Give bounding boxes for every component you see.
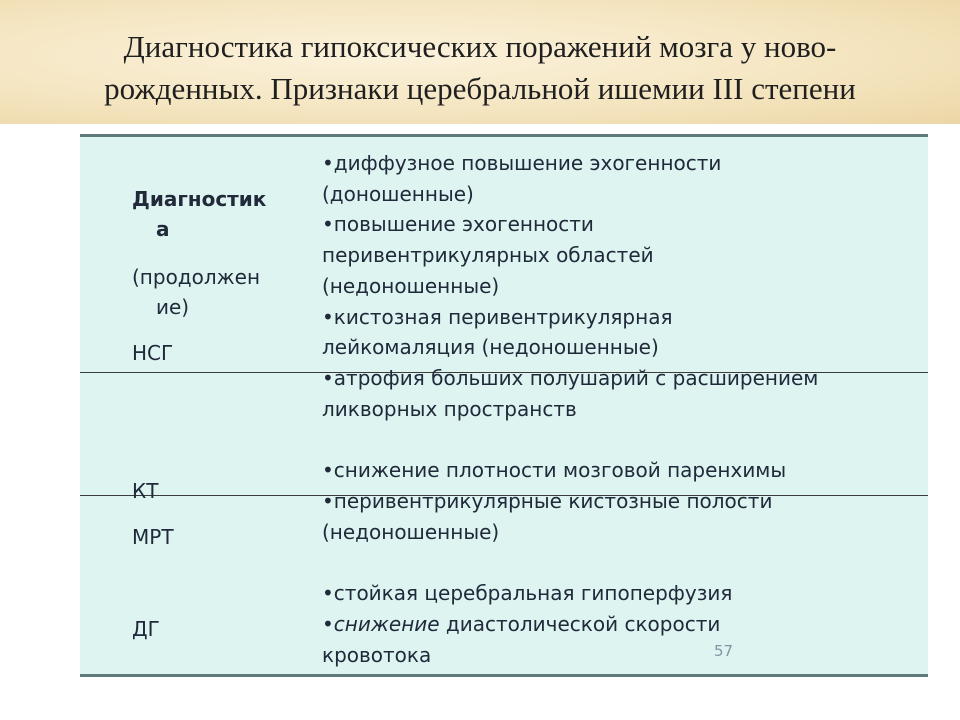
finding-line: •снижение плотности мозговой паренхимы	[322, 458, 787, 483]
label-mrt: МРТ	[132, 525, 174, 549]
slide-title	[0, 26, 960, 110]
spacer	[322, 424, 922, 455]
spacer	[322, 547, 922, 578]
page-number: 57	[714, 642, 734, 660]
label-dg: ДГ	[132, 617, 160, 641]
finding-line: (недоношенные)	[322, 519, 500, 544]
finding-line: кровотока	[322, 642, 432, 667]
finding-text: диастолической скорости	[439, 612, 721, 637]
label-continued-end: ие)	[156, 295, 190, 319]
finding-line: •повышение эхогенности	[322, 212, 594, 237]
finding-line: (доношенные)	[322, 181, 474, 206]
label-diagnostics: Диагностик	[132, 187, 267, 211]
finding-line: •атрофия больших полушарий с расширением	[322, 365, 819, 390]
italic-word: снижение	[333, 612, 440, 637]
finding-line: (недоношенные)	[322, 273, 500, 298]
finding-line-mixed	[322, 609, 922, 640]
findings-list	[322, 148, 922, 671]
label-diagnostics-end: а	[156, 217, 170, 241]
slide-title-line-1: Диагностика гипоксических поражений мозга у ново-	[123, 29, 837, 64]
label-continued: (продолжен	[132, 265, 261, 289]
finding-line: •перивентрикулярные кистозные полости	[322, 489, 773, 514]
finding-line: •кистозная перивентрикулярная	[322, 304, 673, 329]
label-nsg: НСГ	[132, 341, 174, 365]
label-kt: КТ	[132, 479, 159, 503]
finding-line: лейкомаляция (недоношенные)	[322, 335, 659, 360]
finding-line: •диффузное повышение эхогенности	[322, 151, 722, 175]
finding-line: перивентрикулярных областей	[322, 243, 654, 268]
bullet: •	[322, 612, 334, 637]
slide-title-line-2: рожденных. Признаки церебральной ишемии III степени	[104, 71, 856, 106]
finding-line: ликворных пространств	[322, 396, 577, 421]
finding-line: •стойкая церебральная гипоперфузия	[322, 581, 733, 606]
